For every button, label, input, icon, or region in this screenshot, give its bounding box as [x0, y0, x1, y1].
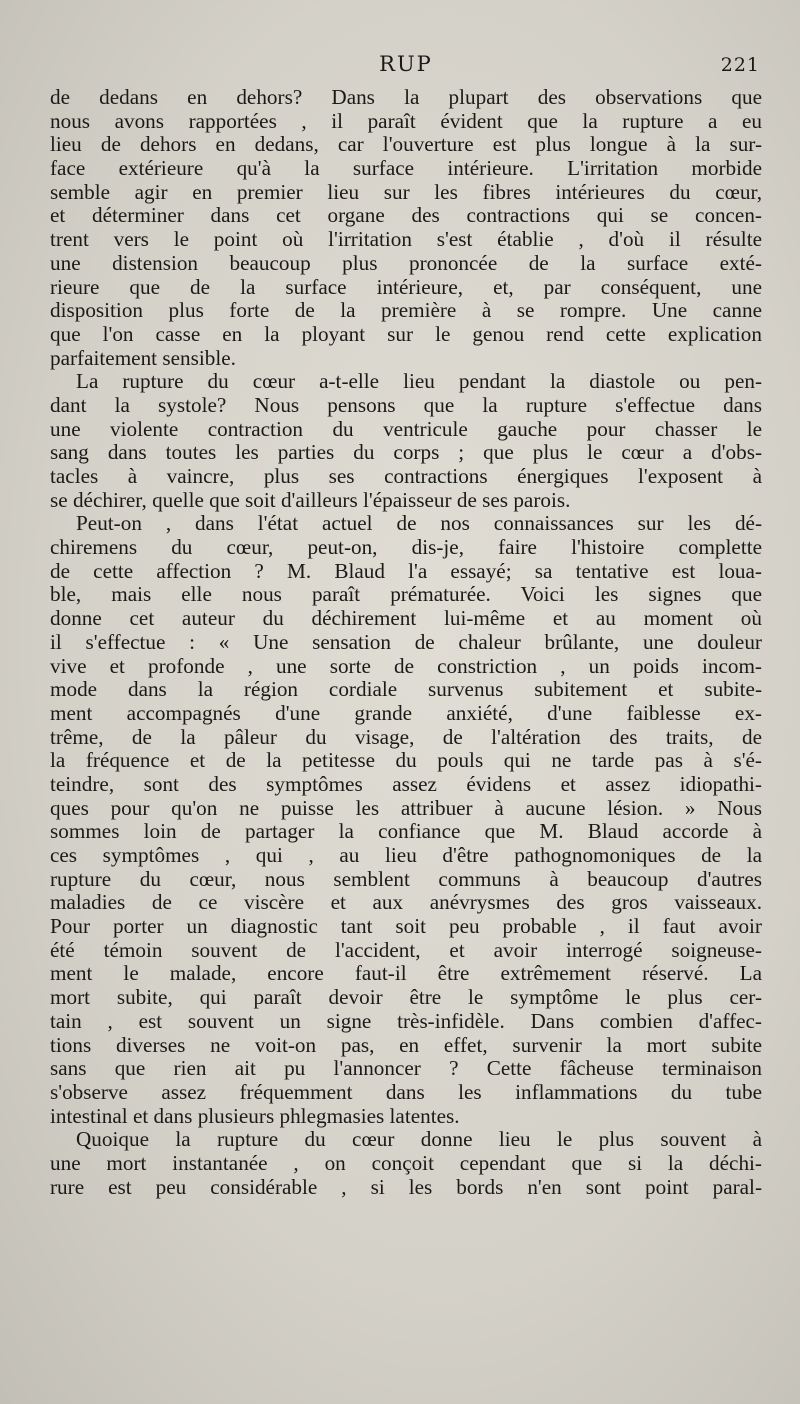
paragraph [50, 370, 762, 512]
body-text [50, 86, 762, 1199]
text-line: rieure que de la surface intérieure, et, par conséquent, une [50, 275, 762, 299]
running-title: RUP [379, 52, 433, 76]
text-line: ble, mais elle nous paraît prématurée. Voici les signes que [50, 583, 762, 607]
text-line: été témoin souvent de l'accident, et avoir interrogé soigneuse- [50, 938, 762, 962]
text-line: de cette affection ? M. Blaud l'a essayé; sa tentative est loua- [50, 559, 762, 583]
text-line: une violente contraction du ventricule gauche pour chasser le [50, 417, 762, 441]
text-line: nous avons rapportées , il paraît évident que la rupture a eu [50, 109, 762, 133]
text-line: mort subite, qui paraît devoir être le symptôme le plus cer- [50, 986, 762, 1010]
text-line: maladies de ce viscère et aux anévrysmes des gros vaisseaux. [50, 891, 762, 915]
text-line: trent vers le point où l'irritation s'est établie , d'où il résulte [50, 228, 762, 252]
text-line: s'observe assez fréquemment dans les inflammations du tube [50, 1080, 762, 1104]
text-line: dant la systole? Nous pensons que la rupture s'effectue dans [50, 393, 762, 417]
page-number: 221 [720, 54, 760, 76]
text-line: intestinal et dans plusieurs phlegmasies latentes. [50, 1104, 460, 1128]
text-line: semble agir en premier lieu sur les fibres intérieures du cœur, [50, 180, 762, 204]
text-line: lieu de dehors en dedans, car l'ouverture est plus longue à la sur- [50, 133, 762, 157]
text-line: il s'effectue : « Une sensation de chaleur brûlante, une douleur [50, 630, 762, 654]
text-line: La rupture du cœur a-t-elle lieu pendant la diastole ou pen- [76, 370, 762, 394]
text-line: ques pour qu'on ne puisse les attribuer à aucune lésion. » Nous [50, 796, 762, 820]
text-line: sang dans toutes les parties du corps ; que plus le cœur a d'obs- [50, 441, 762, 465]
paragraph [50, 512, 762, 1128]
text-line: tions diverses ne voit-on pas, en effet, survenir la mort subite [50, 1033, 762, 1057]
text-line: tacles à vaincre, plus ses contractions énergiques l'exposent à [50, 465, 762, 488]
running-head [52, 52, 760, 82]
text-line: chiremens du cœur, peut-on, dis-je, faire l'histoire complette [50, 536, 762, 560]
text-line: trême, de la pâleur du visage, de l'altération des traits, de [50, 725, 762, 749]
text-line: la fréquence et de la petitesse du pouls qui ne tarde pas à s'é- [50, 749, 762, 773]
text-line: parfaitement sensible. [50, 346, 236, 370]
text-line: tain , est souvent un signe très-infidèle. Dans combien d'affec- [50, 1009, 762, 1033]
paragraph [50, 1128, 762, 1199]
text-line: Quoique la rupture du cœur donne lieu le plus souvent à [76, 1128, 762, 1152]
text-line: teindre, sont des symptômes assez évidens et assez idiopathi- [50, 772, 762, 796]
text-line: sans que rien ait pu l'annoncer ? Cette fâcheuse terminaison [50, 1057, 762, 1081]
text-line: sommes loin de partager la confiance que M. Blaud accorde à [50, 820, 762, 844]
text-line: et déterminer dans cet organe des contractions qui se concen- [50, 204, 762, 228]
text-line: une mort instantanée , on conçoit cependant que si la déchi- [50, 1151, 762, 1175]
text-line: de dedans en dehors? Dans la plupart des observations que [50, 86, 762, 109]
text-line: rupture du cœur, nous semblent communs à beaucoup d'autres [50, 867, 762, 891]
text-line: se déchirer, quelle que soit d'ailleurs l'épaisseur de ses parois. [50, 488, 571, 512]
text-line: disposition plus forte de la première à se rompre. Une canne [50, 299, 762, 323]
text-line: que l'on casse en la ployant sur le genou rend cette explication [50, 322, 762, 346]
text-line: face extérieure qu'à la surface intérieure. L'irritation morbide [50, 157, 762, 181]
text-line: donne cet auteur du déchirement lui-même et au moment où [50, 607, 762, 631]
text-line: vive et profonde , une sorte de constriction , un poids incom- [50, 654, 762, 678]
text-line: Pour porter un diagnostic tant soit peu probable , il faut avoir [50, 915, 762, 939]
text-line: mode dans la région cordiale survenus subitement et subite- [50, 678, 762, 702]
paragraph [50, 86, 762, 370]
text-line: ment accompagnés d'une grande anxiété, d'une faiblesse ex- [50, 701, 762, 725]
text-line: une distension beaucoup plus prononcée de la surface exté- [50, 251, 762, 275]
text-line: Peut-on , dans l'état actuel de nos connaissances sur les dé- [76, 512, 762, 536]
text-line: ment le malade, encore faut-il être extrêmement réservé. La [50, 962, 762, 986]
text-line: rure est peu considérable , si les bords n'en sont point paral- [50, 1175, 762, 1199]
text-line: ces symptômes , qui , au lieu d'être pathognomoniques de la [50, 844, 762, 867]
